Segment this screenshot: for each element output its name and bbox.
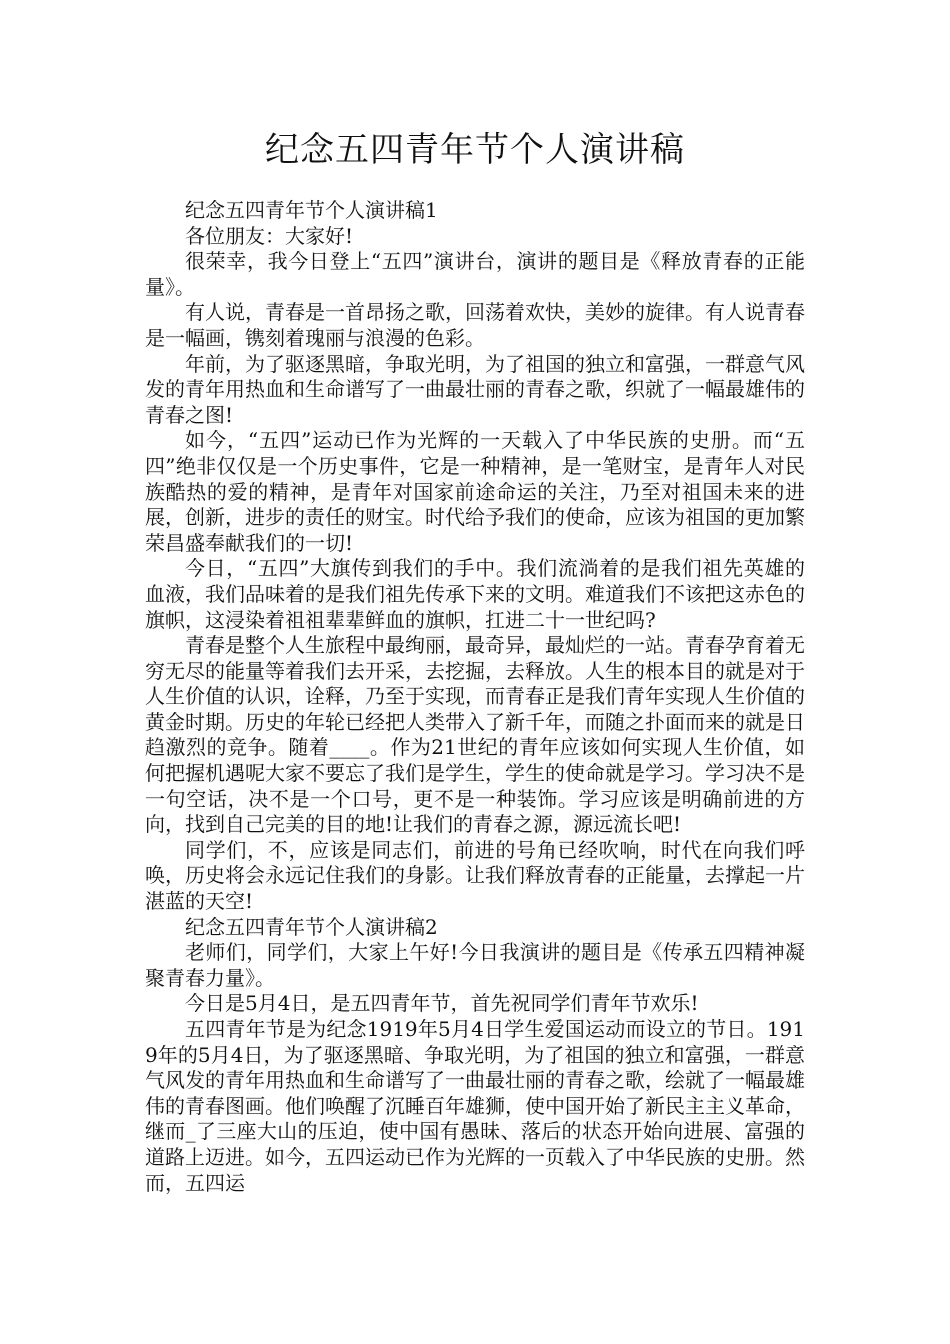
- paragraph: 青春是整个人生旅程中最绚丽，最奇异，最灿烂的一站。青春孕育着无穷无尽的能量等着我们去开采，去挖掘，去释放。人生的根本目的就是对于人生价值的认识，诠释，乃至于实现，而青春正是我们青年实现人生价值的黄金时期。历史的年轮已经把人类带入了新千年，而随之扑面而来的就是日趋激烈的竞争。随着____。作为21世纪的青年应该如何实现人生价值，如何把握机遇呢大家不要忘了我们是学生，学生的使命就是学习。学习决不是一句空话，决不是一个口号，更不是一种装饰。学习应该是明确前进的方向，找到自己完美的目的地!让我们的青春之源，源远流长吧!: [145, 633, 805, 837]
- paragraph: 今日，“五四”大旗传到我们的手中。我们流淌着的是我们祖先英雄的血液，我们品味着的是我们祖先传承下来的文明。难道我们不该把这赤色的旗帜，这浸染着祖祖辈辈鲜血的旗帜，扛进二十一世纪吗?: [145, 556, 805, 632]
- document-title: 纪念五四青年节个人演讲稿: [265, 130, 685, 170]
- paragraph: 年前，为了驱逐黑暗，争取光明，为了祖国的独立和富强，一群意气风发的青年用热血和生命谱写了一曲最壮丽的青春之歌，织就了一幅最雄伟的青春之图!: [145, 351, 805, 427]
- paragraph: 如今，“五四”运动已作为光辉的一天载入了中华民族的史册。而“五四”绝非仅仅是一个历史事件，它是一种精神，是一笔财宝，是青年人对民族酷热的爱的精神，是青年对国家前途命运的关注，乃至对祖国未来的进展，创新，进步的责任的财宝。时代给予我们的使命，应该为祖国的更加繁荣昌盛奉献我们的一切!: [145, 428, 805, 555]
- paragraph: 同学们，不，应该是同志们，前进的号角已经吹响，时代在向我们呼唤，历史将会永远记住我们的身影。让我们释放青春的正能量，去撑起一片湛蓝的天空!: [145, 837, 805, 914]
- paragraph: 纪念五四青年节个人演讲稿1: [185, 198, 438, 222]
- paragraph: 五四青年节是为纪念1919年5月4日学生爱国运动而设立的节日。1919年的5月4日，为了驱逐黑暗、争取光明，为了祖国的独立和富强，一群意气风发的青年用热血和生命谱写了一曲最壮丽的青春之歌，绘就了一幅最雄伟的青春图画。他们唤醒了沉睡百年雄狮，使中国开始了新民主主义革命，继而_了三座大山的压迫，使中国有愚昧、落后的状态开始向进展、富强的道路上迈进。如今，五四运动已作为光辉的一页载入了中华民族的史册。然而，五四运: [145, 1017, 805, 1195]
- paragraph: 有人说，青春是一首昂扬之歌，回荡着欢快，美妙的旋律。有人说青春是一幅画，镌刻着瑰丽与浪漫的色彩。: [145, 300, 805, 350]
- paragraph: 纪念五四青年节个人演讲稿2: [185, 914, 438, 939]
- document-body: [145, 198, 805, 1196]
- paragraph: 老师们，同学们，大家上午好!今日我演讲的题目是《传承五四精神凝聚青春力量》。: [145, 940, 805, 990]
- paragraph: 今日是5月4日，是五四青年节，首先祝同学们青年节欢乐!: [185, 991, 699, 1016]
- paragraph: 各位朋友：大家好!: [185, 223, 354, 248]
- paragraph: 很荣幸，我今日登上“五四”演讲台，演讲的题目是《释放青春的正能量》。: [145, 249, 805, 299]
